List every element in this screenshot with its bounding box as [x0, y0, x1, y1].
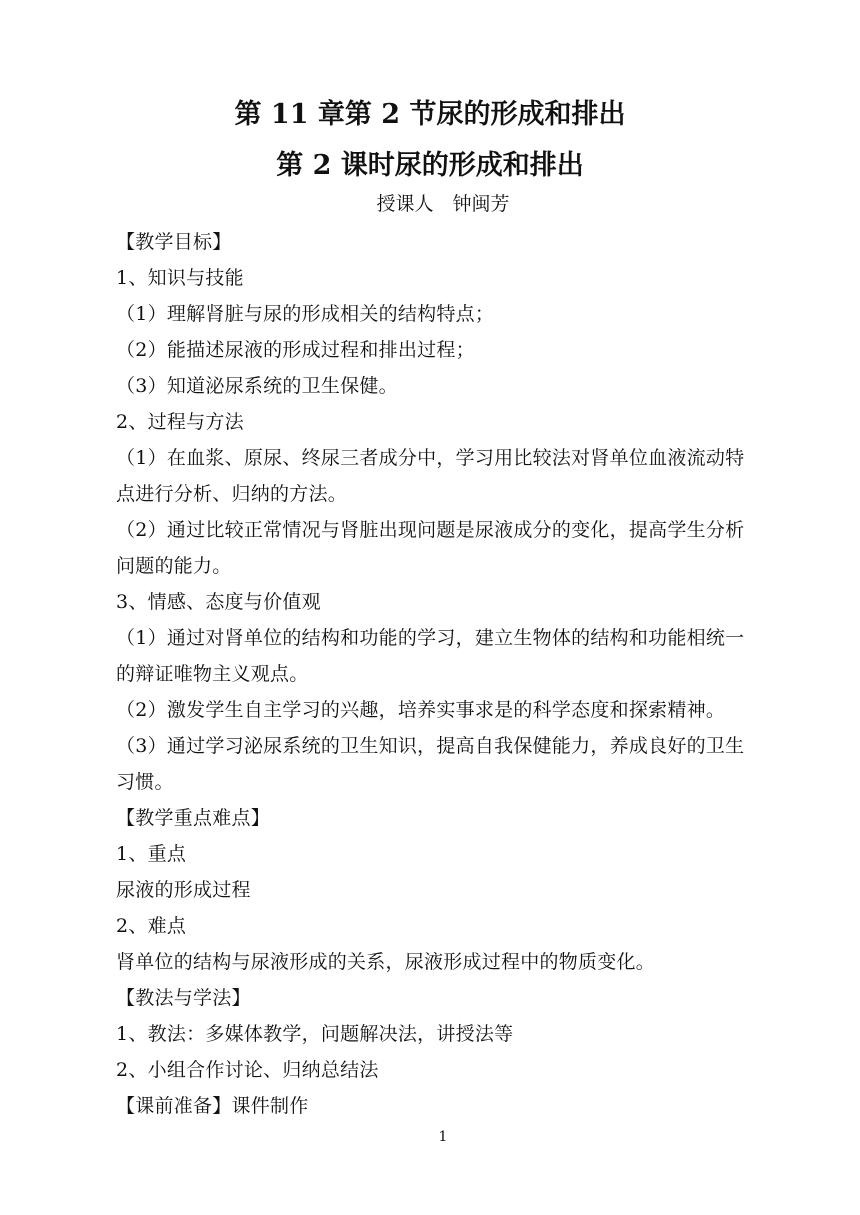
difficulty-text: 肾单位的结构与尿液形成的关系，尿液形成过程中的物质变化。	[116, 951, 656, 973]
section-heading-methods: 【教法与学法】	[116, 987, 251, 1009]
section-heading-preparation: 【课前准备】课件制作	[116, 1095, 309, 1117]
objective-item-continued: 习惯。	[116, 771, 174, 793]
method-item: 2、小组合作讨论、归纳总结法	[116, 1059, 379, 1081]
objective-item: （1）在血浆、原尿、终尿三者成分中，学习用比较法对肾单位血液流动特	[116, 447, 745, 469]
section-heading-objectives: 【教学目标】	[116, 231, 232, 253]
objective-item: （1）理解肾脏与尿的形成相关的结构特点；	[116, 303, 495, 325]
objective-item: （2）能描述尿液的形成过程和排出过程；	[116, 339, 475, 361]
subheading-attitudes-values: 3、情感、态度与价值观	[116, 591, 321, 613]
objective-item: （2）激发学生自主学习的兴趣，培养实事求是的科学态度和探索精神。	[116, 699, 726, 721]
objective-item: （1）通过对肾单位的结构和功能的学习，建立生物体的结构和功能相统一	[116, 627, 745, 649]
objective-item-continued: 的辩证唯物主义观点。	[116, 663, 309, 685]
subheading-knowledge-skills: 1、知识与技能	[116, 267, 244, 289]
objective-item-continued: 问题的能力。	[116, 555, 232, 577]
subheading-focus: 1、重点	[116, 843, 187, 865]
section-heading-key-points: 【教学重点难点】	[116, 807, 271, 829]
subheading-difficulty: 2、难点	[116, 915, 187, 937]
teacher-line: 授课人 钟闽芳	[376, 193, 510, 215]
document-title: 第 11 章第 2 节尿的形成和排出	[234, 99, 626, 130]
document-body	[116, 224, 776, 1124]
method-item: 1、教法：多媒体教学，问题解决法，讲授法等	[116, 1023, 514, 1045]
objective-item: （2）通过比较正常情况与肾脏出现问题是尿液成分的变化，提高学生分析	[116, 519, 745, 541]
objective-item: （3）知道泌尿系统的卫生保健。	[116, 375, 398, 397]
subheading-process-methods: 2、过程与方法	[116, 411, 244, 433]
document-subtitle: 第 2 课时尿的形成和排出	[276, 150, 584, 181]
page-number: 1	[438, 1129, 448, 1145]
objective-item: （3）通过学习泌尿系统的卫生知识，提高自我保健能力，养成良好的卫生	[116, 735, 745, 757]
objective-item-continued: 点进行分析、归纳的方法。	[116, 483, 348, 505]
focus-text: 尿液的形成过程	[116, 879, 251, 901]
